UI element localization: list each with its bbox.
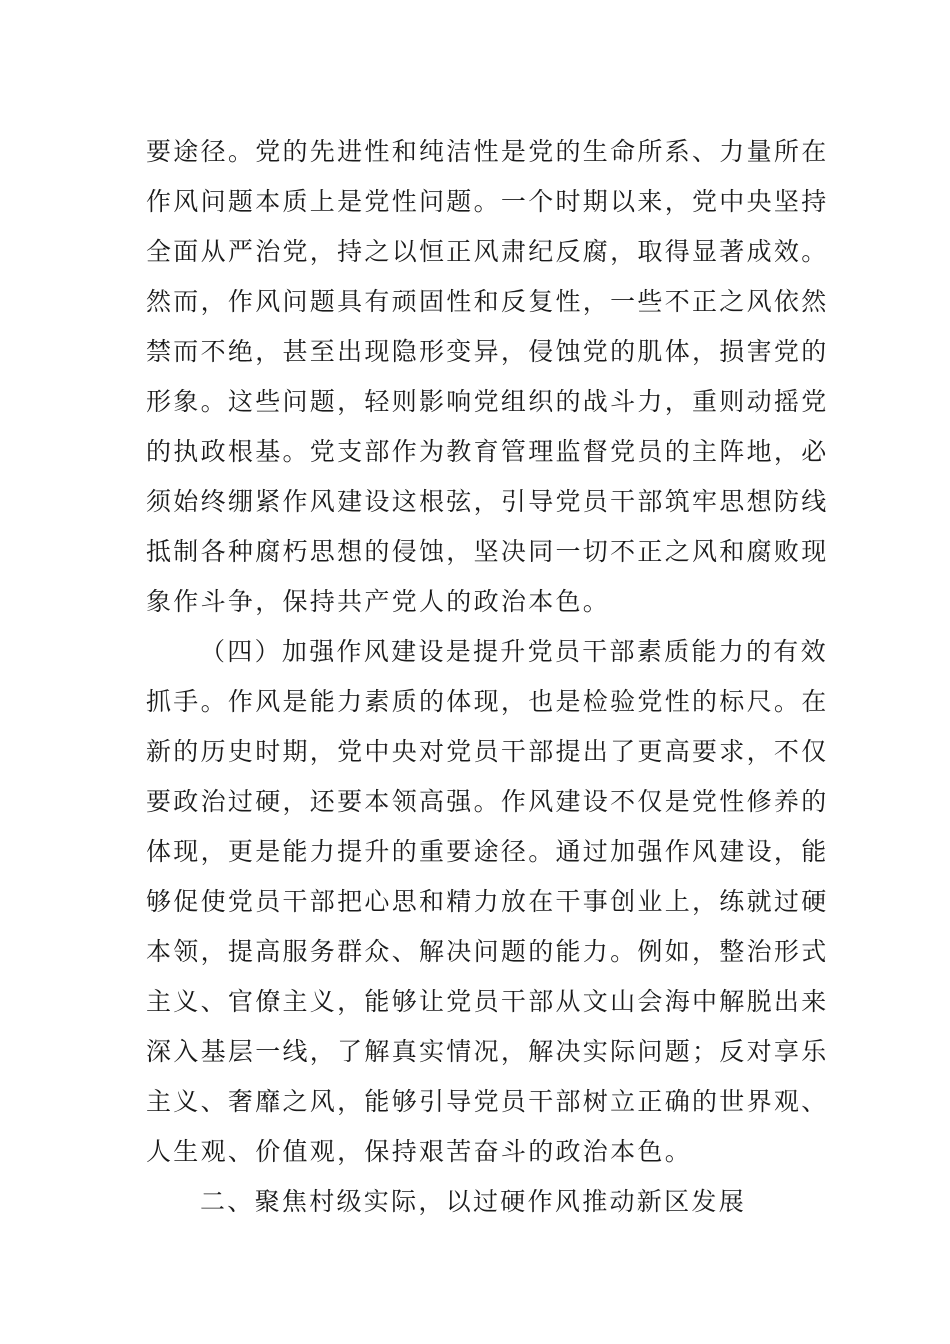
- text-line: 主义、官僚主义，能够让党员干部从文山会海中解脱出来: [146, 987, 829, 1016]
- text-line: 作风问题本质上是党性问题。一个时期以来，党中央坚持: [146, 187, 829, 216]
- text-line: 主义、奢靡之风，能够引导党员干部树立正确的世界观、: [146, 1087, 829, 1116]
- text-line: 的执政根基。党支部作为教育管理监督党员的主阵地，必: [146, 437, 829, 466]
- text-line: 深入基层一线，了解真实情况，解决实际问题；反对享乐: [146, 1037, 829, 1066]
- text-line: 够促使党员干部把心思和精力放在干事创业上，练就过硬: [146, 887, 829, 916]
- text-line: 人生观、价值观，保持艰苦奋斗的政治本色。: [146, 1137, 693, 1166]
- text-line: 然而，作风问题具有顽固性和反复性，一些不正之风依然: [146, 287, 829, 316]
- text-line: 须始终绷紧作风建设这根弦，引导党员干部筑牢思想防线: [146, 487, 829, 516]
- text-line: 本领，提高服务群众、解决问题的能力。例如，整治形式: [146, 937, 829, 966]
- paragraph-start-line: （四）加强作风建设是提升党员干部素质能力的有效: [200, 637, 828, 666]
- text-line: 体现，更是能力提升的重要途径。通过加强作风建设，能: [146, 837, 829, 866]
- text-line: 全面从严治党，持之以恒正风肃纪反腐，取得显著成效。: [146, 237, 829, 266]
- text-line: 形象。这些问题，轻则影响党组织的战斗力，重则动摇党: [146, 387, 829, 416]
- text-line: 抵制各种腐朽思想的侵蚀，坚决同一切不正之风和腐败现: [146, 537, 829, 566]
- text-line: 要途径。党的先进性和纯洁性是党的生命所系、力量所在: [146, 137, 829, 166]
- text-line: 禁而不绝，甚至出现隐形变异，侵蚀党的肌体，损害党的: [146, 337, 829, 366]
- text-line: 要政治过硬，还要本领高强。作风建设不仅是党性修养的: [146, 787, 829, 816]
- text-line: 象作斗争，保持共产党人的政治本色。: [146, 587, 611, 616]
- text-line: 新的历史时期，党中央对党员干部提出了更高要求，不仅: [146, 737, 829, 766]
- section-heading: 二、聚焦村级实际，以过硬作风推动新区发展: [200, 1187, 747, 1216]
- text-line: 抓手。作风是能力素质的体现，也是检验党性的标尺。在: [146, 687, 829, 716]
